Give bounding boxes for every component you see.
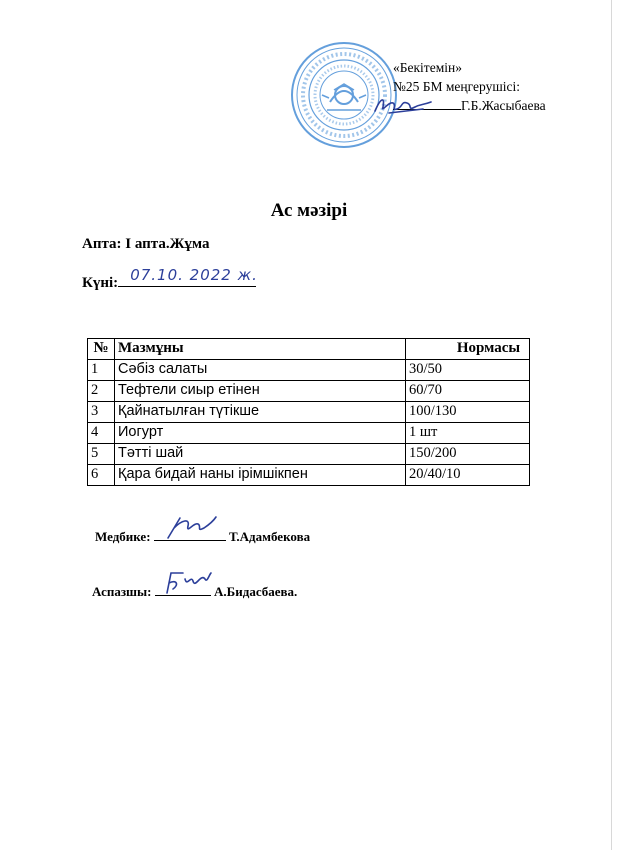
row-num: 6 [88, 465, 115, 486]
row-norm: 150/200 [406, 444, 530, 465]
row-norm: 100/130 [406, 402, 530, 423]
cook-signature-line [155, 583, 211, 596]
row-num: 5 [88, 444, 115, 465]
menu-table [87, 338, 530, 486]
nurse-signature-line [154, 528, 226, 541]
row-norm: 30/50 [406, 360, 530, 381]
header-norm: Нормасы [406, 339, 530, 360]
table-row [88, 360, 530, 381]
header-name: Мазмұны [115, 339, 406, 360]
row-name: Тәтті шай [115, 444, 406, 465]
table-row [88, 402, 530, 423]
row-num: 4 [88, 423, 115, 444]
scan-edge [611, 0, 612, 850]
row-num: 3 [88, 402, 115, 423]
date-label: Күні: [82, 275, 119, 291]
nurse-name: Т.Адамбекова [229, 529, 311, 544]
table-row [88, 381, 530, 402]
date-row [82, 266, 258, 292]
row-num: 2 [88, 381, 115, 402]
nurse-signature-row [95, 528, 310, 545]
row-num: 1 [88, 360, 115, 381]
row-name: Қара бидай наны ірімшікпен [115, 465, 406, 486]
date-value: 07.10. 2022 ж. [130, 266, 258, 284]
header-num: № [88, 339, 115, 360]
nurse-label: Медбике: [95, 529, 151, 544]
nurse-signature-icon [160, 514, 222, 540]
row-norm: 1 шт [406, 423, 530, 444]
approval-line1: «Бекітемін» [393, 60, 462, 75]
table-row [88, 423, 530, 444]
cook-signature-icon [161, 569, 215, 595]
table-row [88, 444, 530, 465]
row-name: Сәбіз салаты [115, 360, 406, 381]
cook-name: А.Бидасбаева. [214, 584, 298, 599]
row-name: Иогурт [115, 423, 406, 444]
table-header-row [88, 339, 530, 360]
approval-line2: №25 БМ меңгерушісі: [393, 79, 520, 94]
approver-name: Г.Б.Жасыбаева [461, 98, 546, 113]
week-label: Апта: І апта.Жұма [82, 236, 210, 252]
table-row [88, 465, 530, 486]
date-line [118, 266, 258, 287]
row-name: Тефтели сиыр етінен [115, 381, 406, 402]
cook-label: Аспазшы: [92, 584, 152, 599]
row-norm: 60/70 [406, 381, 530, 402]
row-name: Қайнатылған түтікше [115, 402, 406, 423]
page-title: Ас мәзірі [270, 200, 348, 221]
cook-signature-row [92, 583, 297, 600]
row-norm: 20/40/10 [406, 465, 530, 486]
approver-signature-icon [371, 93, 437, 117]
